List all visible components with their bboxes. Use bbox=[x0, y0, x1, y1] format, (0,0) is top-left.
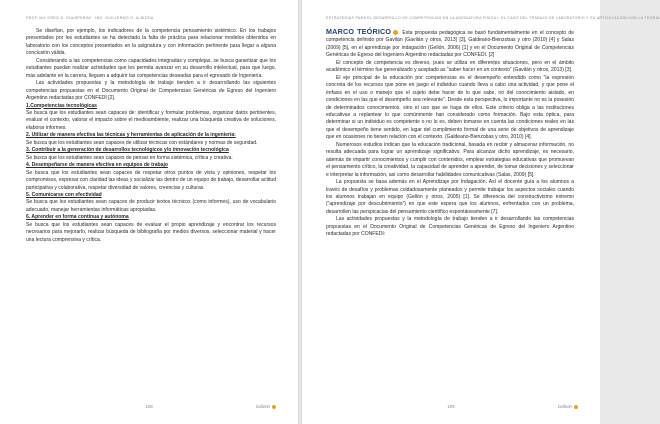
competency-text: Se busca que los estudiantes sean capaces de: identificar y formular problemas, organizar datos pertinentes, evaluar el contexto, valorar el impacto sobre el medioambiente, realizar una búsqueda creativa de soluciones, elaborar informes. bbox=[26, 109, 276, 131]
competency-heading: 5. Comunicarse con efectividad bbox=[26, 191, 102, 198]
running-head-left: PROF. MIL GREG D. GUASPERINI · ING. GUILLERMO D. ALBIZZIA bbox=[26, 16, 154, 20]
paragraph: Las actividades propuestas y la metodología de trabajo tienden a ir desarrollando las siguientes competencias propuestas en el Documento Original de Competencias Genéricas de Egreso del Ingeniero Argentino redactadas por CONFEDI [2]. bbox=[26, 80, 276, 102]
competency-heading: 1.Competencias tecnológicas bbox=[26, 102, 97, 109]
brand-dot-icon bbox=[574, 405, 578, 409]
competency-text: Se busca que los estudiantes sean capaces de respetar otros puntos de vista y opiniones, respetar los compromisos, expresar con claridad las ideas y socializar las dentro de un equipo de trabajo, desarrollar actitud participativa y colaborativa, respetar diversidad de valores, creencias y culturas. bbox=[26, 169, 276, 191]
competency-text: Se busca que los estudiantes sean capaces de evaluar el propio aprendizaje y encontrar los recursos necesarios para mejorarlo, realizar búsqueda de bibliografía por medios diversos, seleccionar material y hacer una lectura comprensiva y crítica. bbox=[26, 221, 276, 243]
footer-brand: bulletin bbox=[558, 404, 578, 409]
paragraph: La propuesta se basa además en el Aprendizaje por Indagación. Así el docente guía a los alumnos a través de desafíos y problemas cuidadosamente planeados y permite trabajar los aspectos sociales cuando los alumnos trabajan en equipo (Gellón y otros, 2005) [1]. Se diferencia del constructivismo extremo (“aprendizaje por descubrimiento”) en que este espera que los alumnos, enfrentados con un problema, desarrollen las perspicacias del pensamiento científico espontáneamente [7]. bbox=[326, 179, 574, 215]
footer-brand: bulletin bbox=[256, 404, 276, 409]
paragraph: El eje principal de la educación por competencias es el desempeño entendido como “la expresión concreta de los recursos que pone en juego el individuo cuando lleva a cabo una actividad, y que pone el énfasis en el uso o manejo que el sujeto debe hacer de lo que sabe, no del conocimiento aislado, en condiciones en las que el desempeño sea relevante”. Desde esta perspectiva, lo importante no es la posesión de determinados conocimientos, sino el uso que se haga de ellos. Este criterio obliga a las instituciones educativas a replantear lo que comúnmente han considerado como formación. Bajo esta óptica, para determinar si un individuo es competente o no lo es, deben tomarse en cuenta las condiciones reales en las que el desempeño tiene sentido, en lugar del cumplimiento formal de una serie de objetivos de aprendizaje que en ocasiones no tienen relación con el contexto. (Galdeano-Bienzobas y otro, 2010) [4]. bbox=[326, 74, 574, 141]
running-head-right: ESTRATEGIAS PARA EL DESARROLLO DE COMPETENCIAS EN LA ASIGNATURA FÍSICA I: EL CASO DEL TRABAJO DE LABORATORIO Y SU ARTICULACIÓN CON LA TEORÍA bbox=[326, 16, 660, 20]
paragraph: Numerosos estudios indican que la educación tradicional, basada en recibir y almacenar información, no resulta adecuada para lograr un aprendizaje significativo. Para alcanzar dicho aprendizaje, es necesario, además de impartir conocimientos y cumplir con contenidos, emplear estrategias educativas que promuevan el pensamiento crítico, la creatividad, la capacidad de aprender a aprender, de tomar decisiones y seleccionar e interpretar la información, así como desarrollar habilidades comunicativas (Salas, 2009) [5]. bbox=[326, 141, 574, 178]
page-number: 108 bbox=[145, 404, 153, 409]
left-page bbox=[0, 0, 298, 424]
paragraph: El concepto de competencia es diverso, pues se utiliza en diferentes situaciones, pero en el ámbito académico el término fue generalizado y aceptado as “saber hacer en un contexto” (Gavilán y otros, 2013) [3]. bbox=[326, 59, 574, 74]
right-footer bbox=[302, 404, 600, 412]
page-number: 109 bbox=[447, 404, 455, 409]
brand-dot-icon bbox=[272, 405, 276, 409]
paragraph-with-title: MARCO TEÓRICO Esta propuesta pedagógica se basó fundamentalmente en el concepto de competencia definido por Gavilán (Gavilán y otros, 2013) [3], Galdeano-Bienzobas y otro (2010) [4] y Salas (2009) [5], en el aprendizaje por indagación (Gellón, 2006) [1] y en el Documento Original de Competencias Genéricas de Egreso del Ingeniero Argentino redactadas por CONFEDI. [2] bbox=[326, 27, 574, 59]
right-page bbox=[302, 0, 660, 424]
competency-heading: 2. Utilizar de manera efectiva las técnicas y herramientas de aplicación de la ingeniería: bbox=[26, 132, 236, 139]
left-footer bbox=[0, 404, 298, 412]
competency-text: Se busca que los estudiantes sean capaces de pensar en forma sistémica, crítica y creativa. bbox=[26, 154, 233, 161]
bullet-dot-icon bbox=[393, 30, 398, 35]
competency-text: Se busca que los estudiantes sean capaces de utilizar técnicas con estándares y normas de seguridad. bbox=[26, 139, 258, 146]
competency-heading: 6. Aprender en forma continua y autónoma bbox=[26, 214, 129, 221]
paragraph: Considerando a las competencias como capacidades integradas y complejas, se busca garantizar que los estudiantes puedan realizar actividades que les permita avanzar en su desarrollo intelectual, para que luego, más adelante en la carrera, lleguen a adquirir las competencias deseadas para el egresado de Ingeniería. bbox=[26, 57, 276, 79]
right-body-text bbox=[326, 28, 574, 239]
paragraph: Las actividades propuestas y la metodología de trabajo tienden a ir desarrollando las competencias propuestas en el Documento Original de Competencias Genéricas de Egreso del Ingeniero Argentino redactadas por CONFEDI: bbox=[326, 216, 574, 238]
left-body-text bbox=[26, 28, 276, 244]
competency-text: Se busca que los estudiantes sean capaces de producir textos técnicos (como informes), uso de vocabulario adecuado, manejar herramientas informáticas apropiadas. bbox=[26, 199, 276, 213]
competency-heading: 3. Contribuir a la generación de desarrollos tecnológicos y/o innovación tecnológica bbox=[26, 147, 229, 154]
paragraph: Se diseñan, por ejemplo, los indicadores de la competencia pensamiento sistémico. En los trabajos presentados por los estudiantes se ha detectado la falta de práctica para relacionar modelos obtenidos en laboratorio con los conceptos presentados en la asignatura y con información pertinente para llegar a alguna conclusión válida. bbox=[26, 28, 276, 57]
section-title: MARCO TEÓRICO bbox=[326, 27, 392, 36]
competency-heading: 4. Desempeñarse de manera efectiva en equipos de trabajo bbox=[26, 162, 168, 169]
